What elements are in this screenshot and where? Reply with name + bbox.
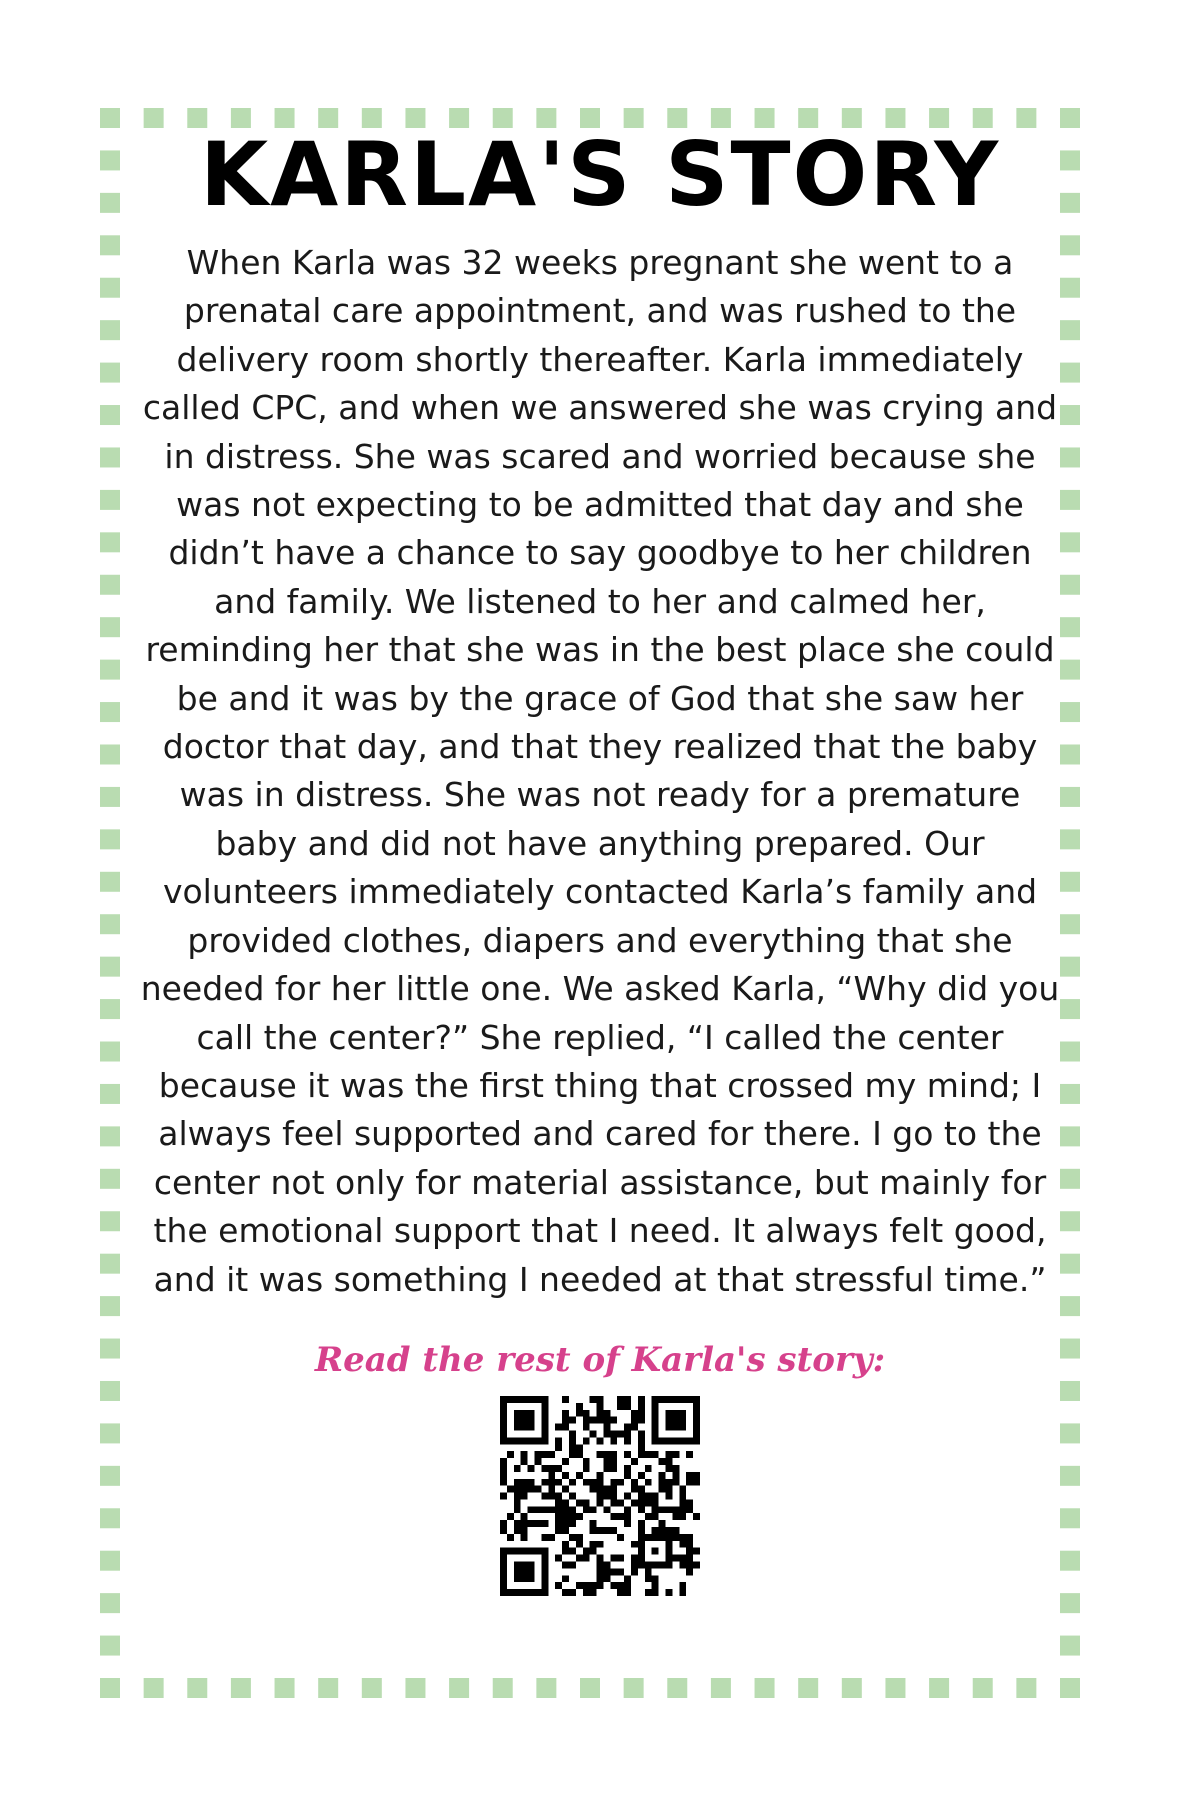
border-square-left — [100, 490, 120, 510]
border-square-left — [100, 405, 120, 425]
border-square-bottom — [231, 1678, 251, 1698]
border-square-bottom — [929, 1678, 949, 1698]
border-square-right — [1060, 660, 1080, 680]
border-square-bottom — [842, 1678, 862, 1698]
border-square-left — [100, 914, 120, 934]
border-square-left — [100, 1211, 120, 1231]
border-square-left — [100, 1636, 120, 1656]
border-square-left — [100, 1084, 120, 1104]
border-square-bottom — [187, 1678, 207, 1698]
border-square-left — [100, 278, 120, 298]
border-square-left — [100, 999, 120, 1019]
border-square-right — [1060, 1381, 1080, 1401]
border-square-left — [100, 575, 120, 595]
border-square-right — [1060, 1169, 1080, 1189]
border-square-bottom — [1060, 1678, 1080, 1698]
border-square-right — [1060, 702, 1080, 722]
border-square-bottom — [318, 1678, 338, 1698]
border-square-bottom — [100, 1678, 120, 1698]
border-square-left — [100, 193, 120, 213]
border-square-bottom — [536, 1678, 556, 1698]
border-square-right — [1060, 1084, 1080, 1104]
border-square-bottom — [667, 1678, 687, 1698]
border-square-bottom — [624, 1678, 644, 1698]
border-square-left — [100, 1466, 120, 1486]
border-square-top — [100, 108, 120, 128]
border-square-bottom — [144, 1678, 164, 1698]
border-square-left — [100, 532, 120, 552]
border-square-bottom — [449, 1678, 469, 1698]
border-square-right — [1060, 1423, 1080, 1443]
border-square-right — [1060, 1508, 1080, 1528]
border-square-left — [100, 363, 120, 383]
border-square-bottom — [973, 1678, 993, 1698]
border-square-left — [100, 1423, 120, 1443]
border-square-right — [1060, 829, 1080, 849]
border-square-right — [1060, 744, 1080, 764]
border-square-right — [1060, 1296, 1080, 1316]
border-square-left — [100, 1126, 120, 1146]
border-square-bottom — [493, 1678, 513, 1698]
border-square-right — [1060, 1551, 1080, 1571]
story-body: When Karla was 32 weeks pregnant she went to a prenatal care appointment, and was rushed to the delivery room shortly thereafter. Karla immediately called CPC, and when we answered she was crying and in distress. She was scared and worried because she was not expecting to be admitted that day and she didn’t have a chance to say goodbye to her children and family. We listened to her and calmed her, reminding her that she was in the best place she could be and it was by the grace of God that she saw her doctor that day, and that they realized that the baby was in distress. She was not ready for a premature baby and did not have anything prepared. Our volunteers immediately contacted Karla’s family and provided clothes, diapers and everything that she needed for her little one. We asked Karla, “Why did you call the center?” She replied, “I called the center because it was the first thing that crossed my mind; I always feel supported and cared for there. I go to the center not only for material assistance, but mainly for the emotional support that I need. It always felt good, and it was something I needed at that stressful time.” — [140, 243, 1060, 1299]
border-square-left — [100, 617, 120, 637]
border-square-right — [1060, 1254, 1080, 1274]
border-square-right — [1060, 363, 1080, 383]
border-square-left — [100, 150, 120, 170]
border-square-right — [1060, 1593, 1080, 1613]
read-more-prompt: Read the rest of Karla's story: — [314, 1339, 886, 1380]
border-square-bottom — [1016, 1678, 1036, 1698]
border-square-left — [100, 1169, 120, 1189]
border-square-bottom — [275, 1678, 295, 1698]
border-square-left — [100, 660, 120, 680]
border-square-right — [1060, 957, 1080, 977]
border-square-right — [1060, 532, 1080, 552]
border-square-right — [1060, 1339, 1080, 1359]
border-square-right — [1060, 490, 1080, 510]
border-square-right — [1060, 617, 1080, 637]
border-square-left — [100, 872, 120, 892]
border-square-right — [1060, 1042, 1080, 1062]
border-square-bottom — [885, 1678, 905, 1698]
border-square-right — [1060, 405, 1080, 425]
border-square-left — [100, 1296, 120, 1316]
border-square-left — [100, 1551, 120, 1571]
border-square-left — [100, 1339, 120, 1359]
border-square-left — [100, 235, 120, 255]
border-square-left — [100, 1042, 120, 1062]
border-square-bottom — [405, 1678, 425, 1698]
story-card — [140, 125, 1060, 1596]
border-square-left — [100, 1254, 120, 1274]
border-square-right — [1060, 320, 1080, 340]
border-square-right — [1060, 914, 1080, 934]
border-square-right — [1060, 575, 1080, 595]
border-square-right — [1060, 999, 1080, 1019]
story-title: KARLA'S STORY — [199, 123, 1001, 226]
border-square-left — [100, 702, 120, 722]
border-square-right — [1060, 872, 1080, 892]
border-square-right — [1060, 1211, 1080, 1231]
border-square-bottom — [755, 1678, 775, 1698]
border-square-left — [100, 829, 120, 849]
border-square-top — [1060, 108, 1080, 128]
border-square-left — [100, 957, 120, 977]
border-square-left — [100, 447, 120, 467]
border-square-left — [100, 1381, 120, 1401]
border-square-right — [1060, 447, 1080, 467]
border-square-bottom — [362, 1678, 382, 1698]
border-square-right — [1060, 1126, 1080, 1146]
qr-code-icon[interactable] — [500, 1396, 700, 1596]
border-square-right — [1060, 278, 1080, 298]
border-square-bottom — [711, 1678, 731, 1698]
border-square-bottom — [798, 1678, 818, 1698]
border-square-bottom — [580, 1678, 600, 1698]
border-square-right — [1060, 1466, 1080, 1486]
border-square-left — [100, 744, 120, 764]
border-square-left — [100, 787, 120, 807]
border-square-left — [100, 1593, 120, 1613]
border-square-left — [100, 320, 120, 340]
border-square-right — [1060, 235, 1080, 255]
border-square-right — [1060, 150, 1080, 170]
border-square-right — [1060, 193, 1080, 213]
border-square-left — [100, 1508, 120, 1528]
border-square-right — [1060, 787, 1080, 807]
border-square-right — [1060, 1636, 1080, 1656]
